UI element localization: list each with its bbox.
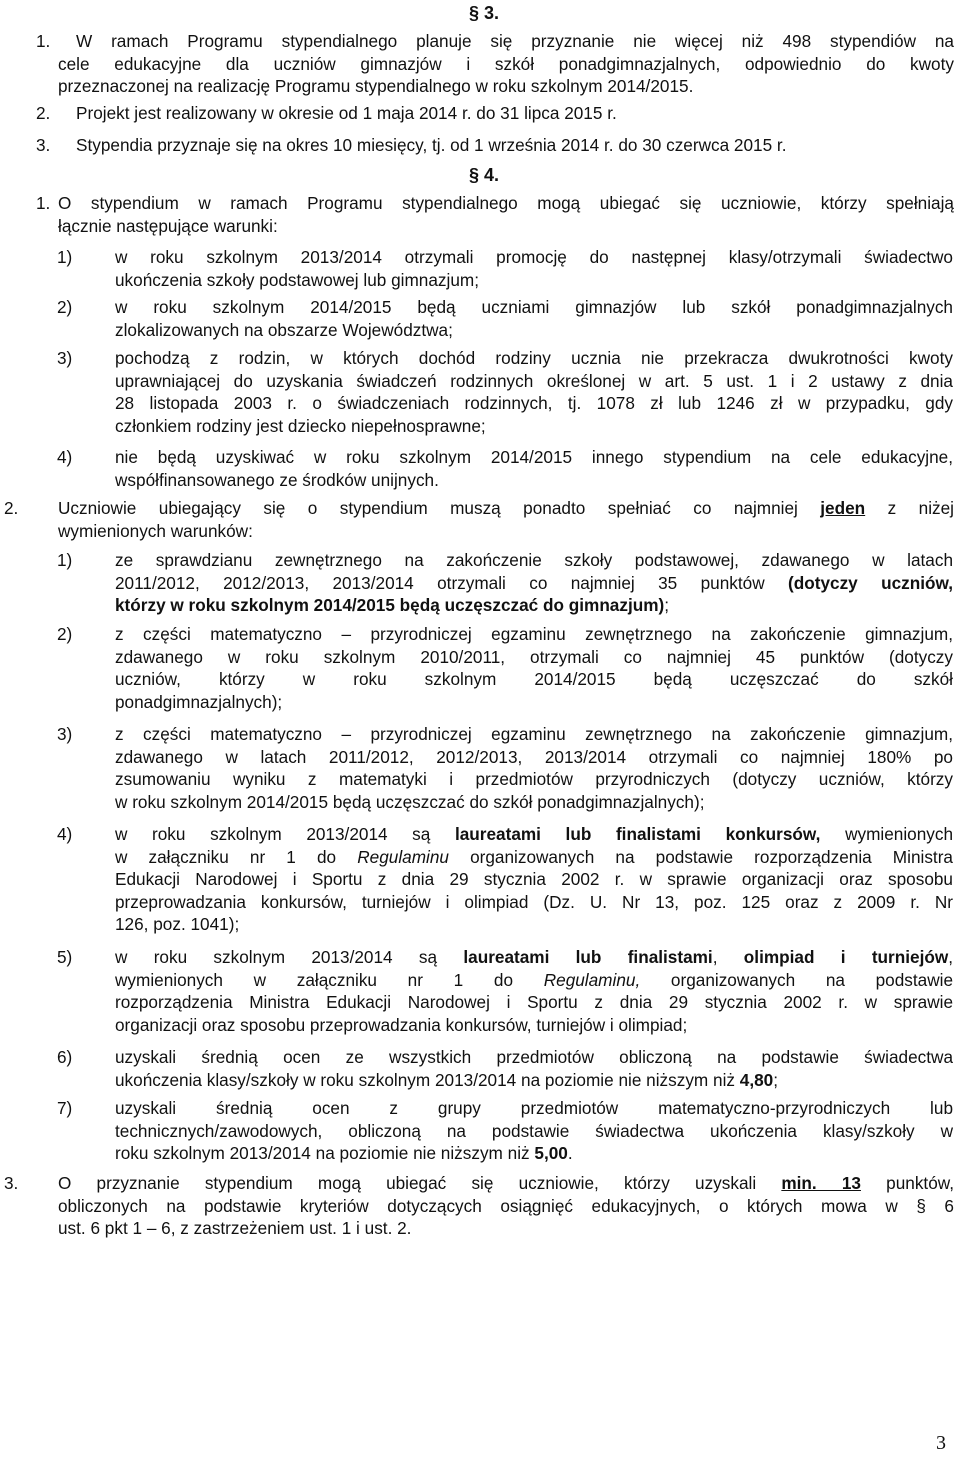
subitem-text (115, 1046, 953, 1091)
page-number: 3 (936, 1432, 946, 1454)
item-text (76, 102, 960, 125)
text-line (58, 497, 954, 520)
section-3-heading: § 3. (468, 3, 500, 23)
text-line: współfinansowanego ze środków unijnych. (115, 469, 439, 490)
text-line: Edukacji Narodowej i Sportu z dnia 29 stycznia 2002 r. w sprawie organizacji oraz sposobu (115, 869, 953, 890)
text-line: Stypendia przyznaje się na okres 10 miesięcy, tj. od 1 września 2014 r. do 30 czerwca 2015 r. (76, 135, 787, 155)
text-line: 126, poz. 1041); (115, 914, 240, 935)
item-text (76, 134, 960, 157)
text-run: . (567, 1143, 573, 1164)
text-line: zdawanego w roku szkolnym 2010/2011, otrzymali co najmniej 45 punktów (dotyczy (115, 646, 953, 667)
text-line (115, 1069, 953, 1092)
text-line: obliczonych na podstawie kryteriów dotyczących osiągnięć edukacyjnych, o których mowa w § 6 (58, 1195, 954, 1216)
text-line (115, 1142, 953, 1165)
text-run: O przyznanie stypendium mogą ubiegać się uczniowie, którzy uzyskali (58, 1173, 757, 1193)
bold-run: (dotyczy uczniów, (788, 572, 953, 593)
item-number: 1. (36, 31, 51, 51)
text-line (115, 572, 953, 595)
subitem-number: 4) (57, 824, 73, 844)
text-run: w roku szkolnym 2013/2014 są (115, 947, 438, 967)
text-line: członkiem rodziny jest dziecko niepełnosprawne; (115, 415, 486, 436)
subitem-number: 1) (57, 247, 73, 267)
text-line: zsumowaniu wyniku z matematyki i przedmiotów przyrodniczych (dotyczy uczniów, którzy (115, 769, 953, 790)
subitem-text (115, 246, 953, 291)
text-line: uczniów, którzy w roku szkolnym 2014/2015 będą uczęszczać do szkół (115, 669, 953, 690)
text-line: ponadgimnazjalnych); (115, 691, 283, 712)
text-line (115, 846, 953, 869)
text-line: 28 listopada 2003 r. o świadczeniach rodzinnych, tj. 1078 zł lub 1246 zł w przypadku, gdy (115, 393, 953, 414)
text-line: Projekt jest realizowany w okresie od 1 maja 2014 r. do 31 lipca 2015 r. (76, 103, 617, 123)
text-line: ukończenia szkoły podstawowej lub gimnazjum; (115, 269, 479, 290)
subitem-number: 2) (57, 624, 73, 644)
text-line (115, 969, 953, 992)
subitem-text (115, 549, 953, 617)
text-line: w roku szkolnym 2014/2015 będą uczęszczać do szkół ponadgimnazjalnych); (115, 791, 705, 812)
text-run: w załączniku nr 1 do (115, 846, 337, 867)
item-number: 3. (36, 135, 51, 155)
text-run: w roku szkolnym 2013/2014 są (115, 824, 431, 844)
subitem-number: 7) (57, 1098, 73, 1118)
italic-run: Regulaminu, (543, 969, 641, 990)
text-line: z części matematyczno – przyrodniczej egzaminu zewnętrznego na zakończenie gimnazjum, (115, 724, 953, 744)
text-run: 2011/2012, 2012/2013, 2013/2014 otrzymali co najmniej 35 punktów (115, 572, 765, 593)
subitem-number: 3) (57, 348, 73, 368)
text-line: cele edukacyjne dla uczniów gimnazjów i szkół ponadgimnazjalnych, odpowiednio do kwoty (58, 53, 954, 74)
text-line: uzyskali średnią ocen z grupy przedmiotów matematyczno-przyrodniczych lub (115, 1098, 953, 1118)
text-line: O stypendium w ramach Programu stypendialnego mogą ubiegać się uczniowie, którzy spełniają (58, 193, 954, 213)
emphasis-min-13: min. 13 (781, 1173, 861, 1193)
text-run: punktów, (886, 1173, 954, 1193)
text-run: wymienionych w załączniku nr 1 do (115, 969, 514, 990)
text-line: wymienionych warunków: (58, 520, 253, 541)
text-line (115, 946, 953, 969)
text-run: roku szkolnym 2013/2014 na poziomie nie niższym niż (115, 1143, 530, 1164)
text-line (115, 823, 953, 846)
item-number: 2. (4, 498, 19, 518)
text-run: , (948, 947, 953, 967)
bold-run: którzy w roku szkolnym 2014/2015 będą uczęszczać do gimnazjum) (115, 595, 665, 616)
subitem-number: 6) (57, 1047, 73, 1067)
text-run: ukończenia klasy/szkoły w roku szkolnym 2013/2014 na poziomie nie niższym niż (115, 1069, 735, 1090)
bold-run: olimpiad i turniejów (743, 947, 949, 967)
text-run: wymienionych (845, 824, 953, 844)
text-line: przeznaczonej na realizację Programu stypendialnego w roku szkolnym 2014/2015. (58, 76, 694, 97)
text-run: organizowanych na podstawie (670, 969, 953, 990)
text-line: nie będą uzyskiwać w roku szkolnym 2014/2015 innego stypendium na cele edukacyjne, (115, 447, 953, 467)
text-line: uprawniającej do uzyskania świadczeń rodzinnych określonej w art. 5 ust. 1 i 2 ustawy z dnia (115, 370, 953, 391)
text-line: rozporządzenia Ministra Edukacji Narodowej i Sportu z dnia 29 stycznia 2002 r. w sprawie (115, 992, 953, 1013)
item-text (58, 1172, 954, 1240)
subitem-text (115, 296, 953, 341)
subitem-text (115, 1097, 953, 1165)
item-number: 1. (36, 193, 51, 213)
text-line: z części matematyczno – przyrodniczej egzaminu zewnętrznego na zakończenie gimnazjum, (115, 624, 953, 644)
text-line: łącznie następujące warunki: (58, 215, 278, 236)
bold-run: laureatami lub finalistami (463, 947, 713, 967)
subitem-number: 2) (57, 297, 73, 317)
text-run: ; (773, 1069, 779, 1090)
text-line: organizacji oraz sposobu przeprowadzania konkursów, turniejów i olimpiad; (115, 1014, 688, 1035)
text-line: uzyskali średnią ocen ze wszystkich przedmiotów obliczoną na podstawie świadectwa (115, 1047, 953, 1067)
text-line: zlokalizowanych na obszarze Województwa; (115, 319, 453, 340)
text-run: organizowanych na podstawie rozporządzenia Ministra (470, 846, 953, 867)
text-line (58, 1172, 954, 1195)
text-line: w roku szkolnym 2014/2015 będą uczniami gimnazjów lub szkół ponadgimnazjalnych (115, 297, 953, 317)
italic-run: Regulaminu (357, 846, 449, 867)
bold-run: laureatami lub finalistami konkursów, (454, 824, 821, 844)
text-run: ; (664, 595, 670, 616)
item-text (58, 497, 954, 542)
subitem-number: 3) (57, 724, 73, 744)
text-run: z niżej (887, 498, 954, 518)
text-line: W ramach Programu stypendialnego planuje się przyznanie nie więcej niż 498 stypendiów na (76, 31, 954, 51)
subitem-number: 4) (57, 447, 73, 467)
emphasis-one: jeden (820, 498, 866, 518)
text-line: pochodzą z rodzin, w których dochód rodziny ucznia nie przekracza dwukrotności kwoty (115, 348, 953, 368)
bold-run: 5,00 (534, 1143, 568, 1164)
bold-run: 4,80 (739, 1069, 774, 1090)
subitem-text (115, 946, 953, 1036)
text-line: w roku szkolnym 2013/2014 otrzymali promocję do następnej klasy/otrzymali świadectwo (115, 247, 953, 267)
subitem-number: 1) (57, 550, 73, 570)
text-line: ze sprawdzianu zewnętrznego na zakończenie szkoły podstawowej, zdawanego w latach (115, 550, 953, 570)
text-run: Uczniowie ubiegający się o stypendium muszą ponadto spełniać co najmniej (58, 498, 798, 518)
text-line (115, 594, 953, 617)
subitem-text (115, 823, 953, 936)
subitem-text (115, 446, 953, 491)
item-text (58, 30, 954, 98)
subitem-text (115, 347, 953, 437)
text-line: technicznych/zawodowych, obliczoną na podstawie świadectwa ukończenia klasy/szkoły w (115, 1120, 953, 1141)
item-number: 3. (4, 1173, 19, 1193)
subitem-text (115, 623, 953, 713)
item-text (58, 192, 954, 237)
text-line: ust. 6 pkt 1 – 6, z zastrzeżeniem ust. 1 i ust. 2. (58, 1218, 412, 1239)
subitem-text (115, 723, 953, 813)
section-4-heading: § 4. (468, 165, 500, 185)
text-line: zdawanego w latach 2011/2012, 2012/2013, 2013/2014 otrzymali co najmniej 180% po (115, 746, 953, 767)
text-run: , (712, 947, 718, 967)
item-number: 2. (36, 103, 51, 123)
subitem-number: 5) (57, 947, 73, 967)
text-line: przeprowadzania konkursów, turniejów i olimpiad (Dz. U. Nr 13, poz. 125 oraz z 2009 r. Nr (115, 891, 953, 912)
